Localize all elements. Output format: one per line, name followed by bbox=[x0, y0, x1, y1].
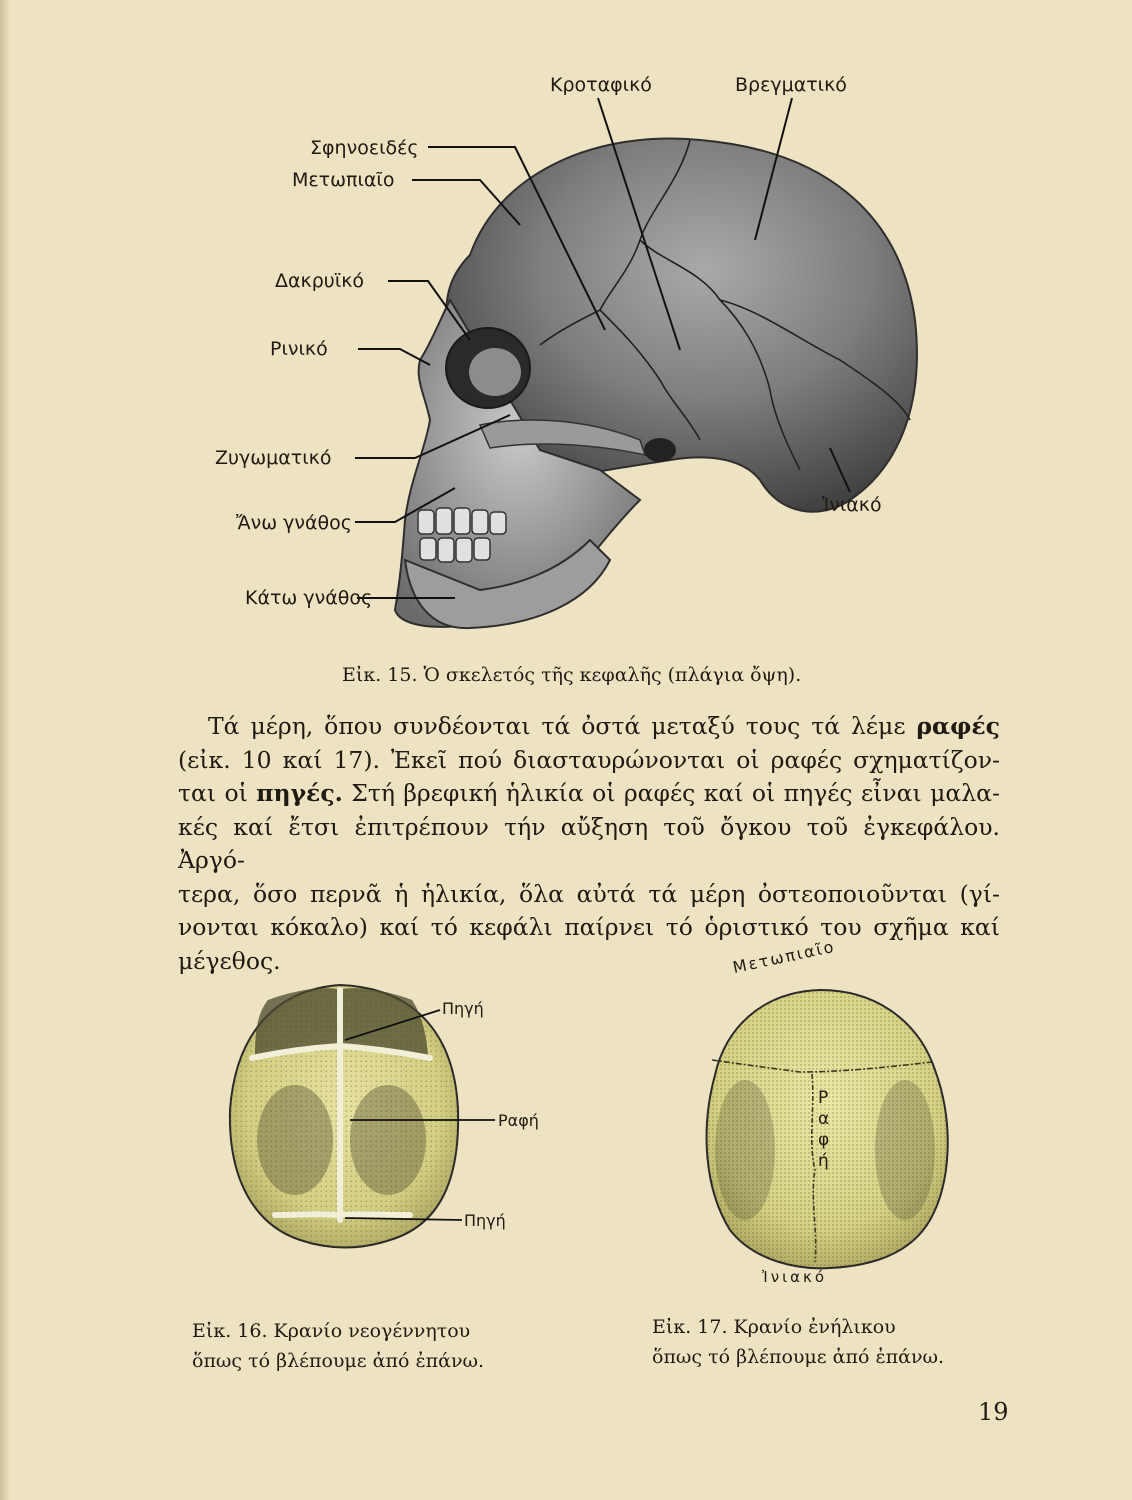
body-line-5: τερα, ὅσο περνᾶ ἡ ἡλικία, ὅλα αὐτά τά μέρη ὀστεοποιοῦνται (γί- bbox=[178, 879, 1000, 908]
figure17-caption-line2: ὅπως τό βλέπουμε ἀπό ἐπάνω. bbox=[652, 1346, 945, 1368]
figure16-caption-line1: Εἰκ. 16. Κρανίο νεογέννητου bbox=[192, 1320, 471, 1342]
figure17-caption-line1: Εἰκ. 17. Κρανίο ἐνήλικου bbox=[652, 1316, 896, 1338]
figure15-caption: Εἰκ. 15. Ὁ σκελετός τῆς κεφαλῆς (πλάγια ὄψη). bbox=[342, 664, 802, 686]
label-kato-gnathos: Κάτω γνάθος bbox=[245, 587, 373, 609]
label-rafi-vertical: Ραφή bbox=[818, 1088, 830, 1171]
label-krotafiko: Κροταφικό bbox=[550, 74, 652, 96]
body-line-3-pre: ται οἱ bbox=[178, 779, 257, 807]
label-zygomatiko: Ζυγωματικό bbox=[215, 447, 332, 469]
body-line-7: μέγεθος. bbox=[178, 946, 281, 975]
label-iniako-arc: Ἰνιακό bbox=[762, 1268, 828, 1286]
label-metopiaio-arc: Μετωπιαῖο bbox=[731, 936, 838, 977]
page-number: 19 bbox=[978, 1398, 1009, 1426]
keyword-rafes: ραφές bbox=[916, 712, 1000, 740]
label-iniako: Ἰνιακό bbox=[822, 494, 882, 516]
body-line-3-post: Στή βρεφική ἡλικία οἱ ραφές καί οἱ πηγές εἶναι μαλα- bbox=[342, 779, 1000, 807]
body-line-1-text: Τά μέρη, ὅπου συνδέονται τά ὀστά μεταξύ τους τά λέμε bbox=[208, 712, 917, 740]
label-ano-gnathos: Ἄνω γνάθος bbox=[236, 512, 352, 534]
keyword-piges: πηγές. bbox=[256, 779, 343, 807]
label-pigi-bottom: Πηγή bbox=[464, 1211, 506, 1230]
figure16-caption-line2: ὅπως τό βλέπουμε ἀπό ἐπάνω. bbox=[192, 1350, 485, 1372]
body-line-6: νονται κόκαλο) καί τό κεφάλι παίρνει τό ὁριστικό του σχῆμα καί bbox=[178, 913, 1000, 941]
label-riniko: Ρινικό bbox=[270, 338, 328, 360]
label-sfinoeides: Σφηνοειδές bbox=[310, 137, 419, 159]
label-pigi-top: Πηγή bbox=[442, 999, 484, 1018]
body-line-2: (εἰκ. 10 καί 17). Ἐκεῖ πού διασταυρώνονται οἱ ραφές σχηματίζον- bbox=[178, 745, 1000, 774]
label-metopiaio: Μετωπιαῖο bbox=[292, 169, 395, 191]
body-line-4: κές καί ἔτσι ἐπιτρέπουν τήν αὔξηση τοῦ ὄγκου τοῦ ἐγκεφάλου. Ἀργό- bbox=[178, 812, 1000, 874]
label-vregmatiko: Βρεγματικό bbox=[735, 74, 847, 96]
label-dakryiko: Δακρυϊκό bbox=[275, 270, 365, 292]
label-rafi: Ραφή bbox=[498, 1111, 539, 1130]
